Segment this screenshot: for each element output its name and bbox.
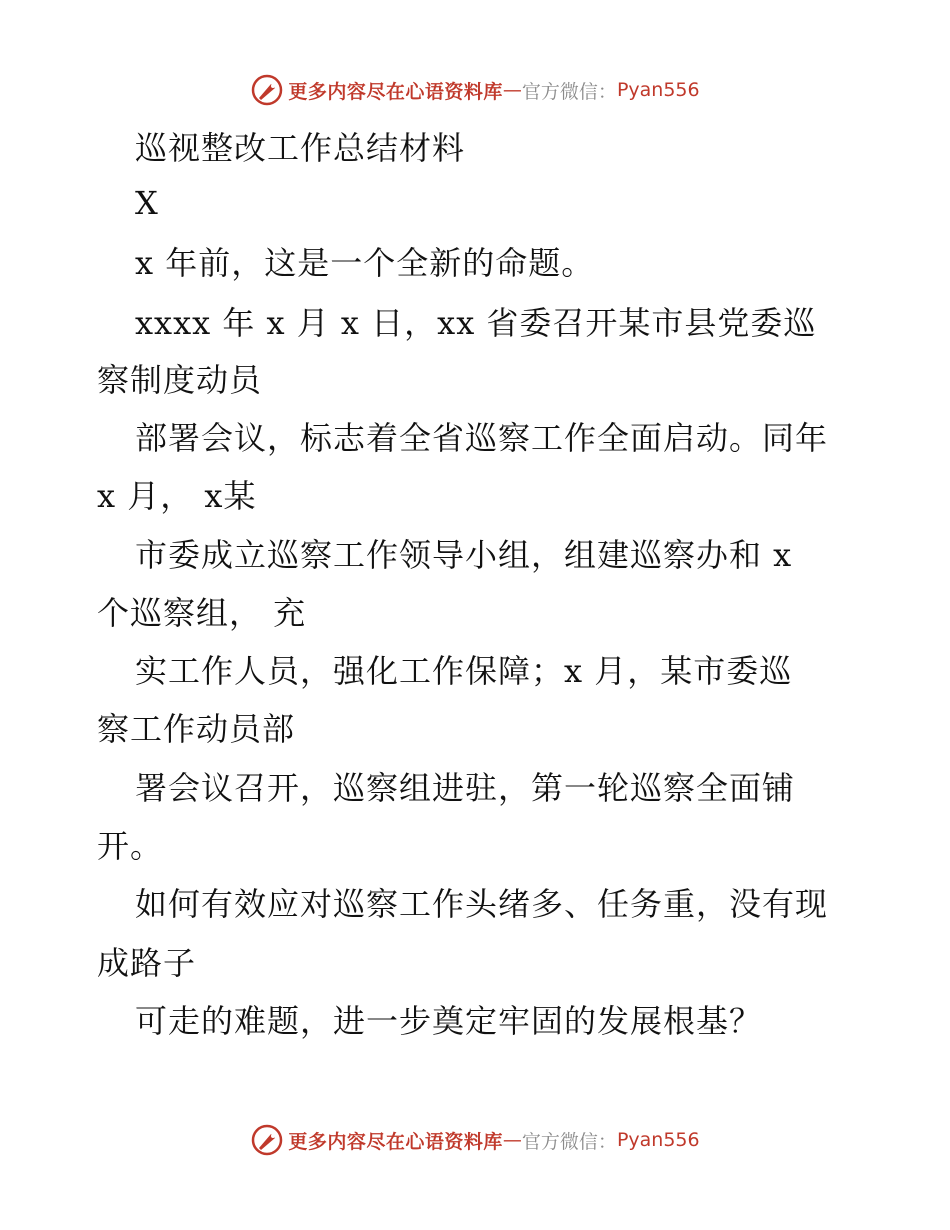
- watermark-main-text: 更多内容尽在心语资料库: [288, 80, 503, 103]
- watermark-dash: —: [502, 1129, 522, 1151]
- paragraph-line: 察工作动员部: [97, 710, 296, 748]
- pen-nib-logo-icon: [250, 73, 284, 107]
- document-title: 巡视整改工作总结材料: [135, 129, 466, 167]
- pen-nib-logo-icon: [250, 1123, 284, 1157]
- paragraph-line: 实工作人员，强化工作保障；x 月，某市委巡: [135, 652, 793, 690]
- paragraph-line: 署会议召开，巡察组进驻，第一轮巡察全面铺: [135, 769, 796, 807]
- paragraph-line: 开。: [97, 827, 164, 865]
- watermark-subtitle: 官方微信：: [521, 1130, 617, 1153]
- paragraph-line: 如何有效应对巡察工作头绪多、任务重，没有现: [135, 885, 829, 923]
- paragraph-line: 察制度动员: [97, 361, 263, 399]
- watermark-account: Pyan556: [616, 79, 700, 101]
- paragraph-line: xxxx 年 x 月 x 日，xx 省委召开某市县党委巡: [135, 304, 817, 342]
- paragraph-line: 可走的难题，进一步奠定牢固的发展根基？: [135, 1002, 763, 1040]
- footer-watermark: [0, 1120, 950, 1160]
- watermark-dash: —: [502, 79, 522, 101]
- paragraph-line: x 月， x某: [97, 477, 257, 515]
- paragraph-line: X: [135, 184, 159, 222]
- header-watermark: [0, 70, 950, 110]
- watermark-subtitle: 官方微信：: [521, 80, 617, 103]
- paragraph-line: 市委成立巡察工作领导小组，组建巡察办和 x: [135, 536, 793, 574]
- watermark-account: Pyan556: [616, 1129, 700, 1151]
- watermark-main-text: 更多内容尽在心语资料库: [288, 1130, 503, 1153]
- paragraph-line: 部署会议，标志着全省巡察工作全面启动。同年: [135, 419, 829, 457]
- paragraph-line: 成路子: [97, 944, 197, 982]
- paragraph-line: 个巡察组， 充: [97, 594, 307, 632]
- paragraph-line: x 年前，这是一个全新的命题。: [135, 244, 595, 282]
